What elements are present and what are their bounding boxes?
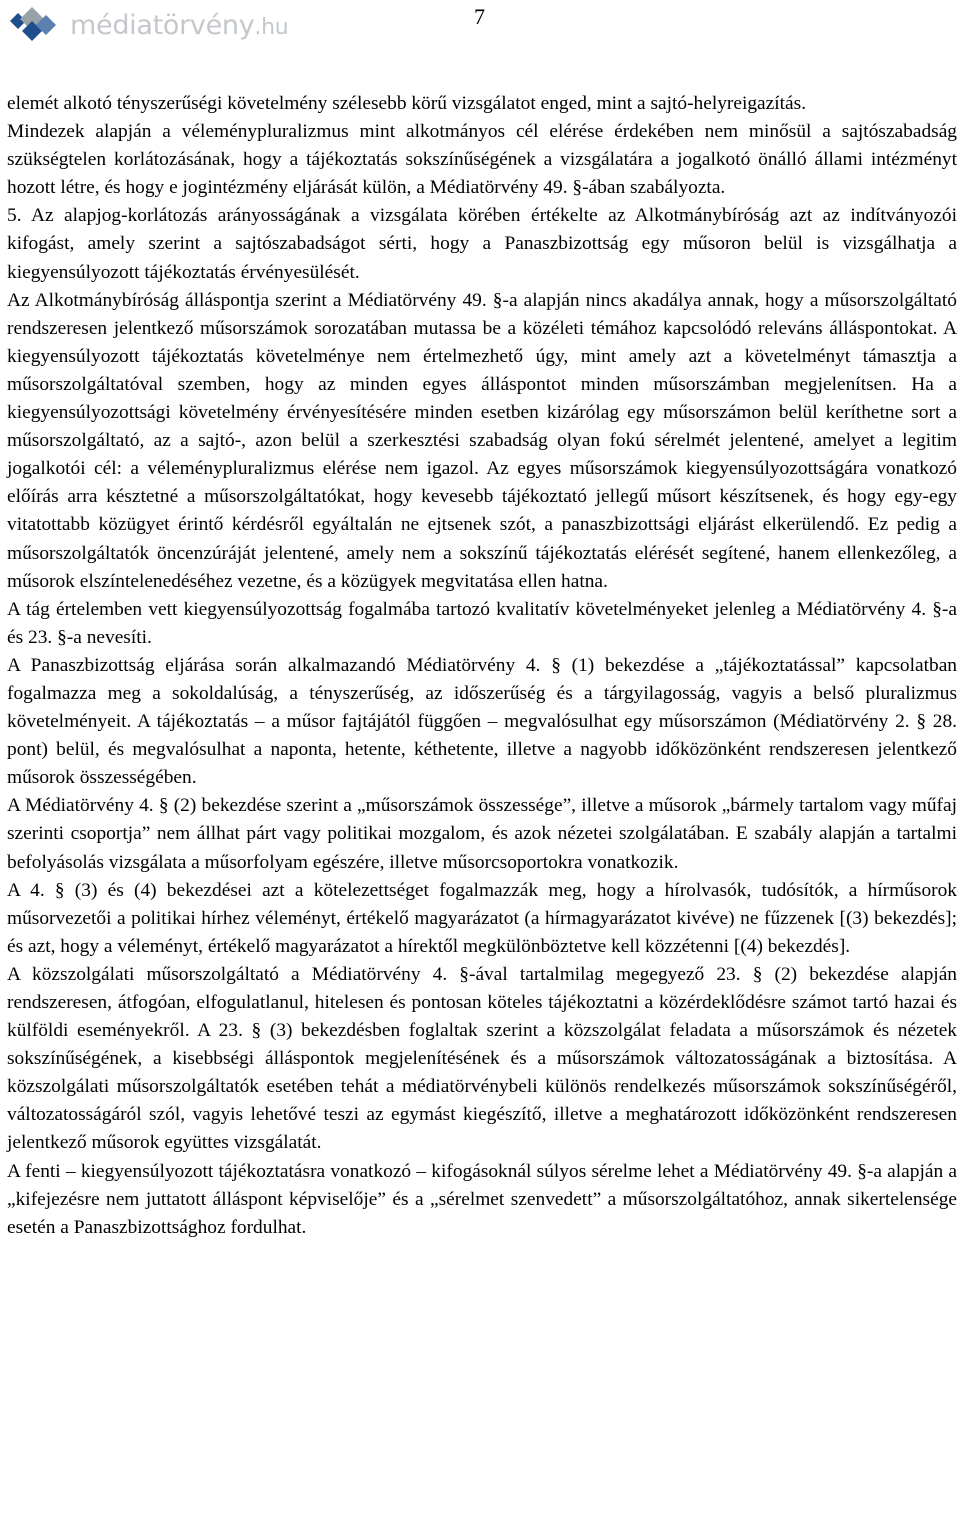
page-number: 7 (474, 4, 485, 29)
paragraph: A Médiatörvény 4. § (2) bekezdése szerint a „műsorszámok összessége”, illetve a műsorok „bármely tartalom vagy műfaj szerinti csoportja” nem állhat párt vagy politikai mozgalom, és azok nézetei szolgálatában. E szabály alapján a tartalmi befolyásolás vizsgálata a műsorfolyam egészére, illetve műsorcsoportokra vonatkozik. (7, 795, 957, 873)
logo-name: médiatörvény (70, 9, 255, 41)
mediatorveny-logo[interactable] (6, 4, 288, 46)
paragraph: A 4. § (3) és (4) bekezdései azt a kötelezettséget fogalmazzák meg, hogy a hírolvasók, tudósítók, a hírműsorok műsorvezetői a politikai hírhez véleményt, értékelő magyarázatot (a hírmagyarázatot kivéve) ne fűzzenek [(3) bekezdés]; és azt, hogy a véleményt, értékelő magyarázatot a hírektől megkülönböztetve kell közzétenni [(4) bekezdés]. (7, 879, 957, 957)
paragraph: Mindezek alapján a véleménypluralizmus mint alkotmányos cél elérése érdekében nem minősül a sajtószabadság szükségtelen korlátozásának, hogy a tájékoztatás sokszínűségének a vizsgálatára a jogalkotó önálló állami intézményt hozott létre, és hogy e jogintézmény eljárását külön, a Médiatörvény 49. §-ában szabályozta. (7, 121, 957, 199)
paragraph: Az Alkotmánybíróság álláspontja szerint a Médiatörvény 49. §-a alapján nincs akadálya annak, hogy a műsorszolgáltató rendszeresen jelentkező műsorszámok sorozatában mutassa be a közéleti témához kapcsolódó releváns álláspontokat. A kiegyensúlyozott tájékoztatás követelménye nem értelmezhető úgy, mint amely azt a követelményt támasztja a műsorszolgáltatóval szemben, hogy az minden egyes álláspontot minden műsorszámban megjelenítsen. Ha a kiegyensúlyozottsági követelmény érvényesítésére minden esetben kizárólag egy műsorszámon belül keríthetne sort a műsorszolgáltató, az a sajtó-, azon belül a szerkesztési szabadság olyan fokú sérelmét jelentené, amelyet a legitim jogalkotói cél: a véleménypluralizmus elérése nem igazol. Az egyes műsorszámok kiegyensúlyozottságára vonatkozó előírás arra késztetné a műsorszolgáltatókat, hogy kevesebb tájékoztató jellegű műsort készítsenek, és hogy egy-egy vitatottabb közügyet érintő kérdésről egyáltalán ne ejtsenek szót, a panaszbizottsági eljárást elkerülendő. Ez pedig a műsorszolgáltatók öncenzúráját jelentené, amely nem a sokszínű tájékoztatás elérését segítené, hanem ellenkezőleg, a műsorok elszíntelenedéséhez vezetne, és a közügyek megvitatása ellen hatna. (7, 289, 957, 592)
logo-text (70, 9, 289, 41)
paragraph: 5. Az alapjog-korlátozás arányosságának a vizsgálata körében értékelte az Alkotmánybíróság azt az indítványozói kifogást, amely szerint a sajtószabadságot sérti, hogy a Panaszbizottság egy műsoron belül is vizsgálhatja a kiegyensúlyozott tájékoztatás érvényesülését. (7, 205, 957, 283)
logo-tld: .hu (254, 14, 289, 40)
paragraph: A fenti – kiegyensúlyozott tájékoztatásra vonatkozó – kifogásoknál súlyos sérelme lehet a Médiatörvény 49. §-a alapján a „kifejezésre nem juttatott álláspont képviselője” és a „sérelmet szenvedett” a műsorszolgáltatóhoz, annak sikertelensége esetén a Panaszbizottsághoz fordulhat. (7, 1160, 957, 1238)
paragraph: A közszolgálati műsorszolgáltató a Médiatörvény 4. §-ával tartalmilag megegyező 23. § (2) bekezdése alapján rendszeresen, átfogóan, elfogulatlanul, hitelesen és pontosan köteles tájékoztatni a közérdeklődésre számot tartó hazai és külföldi eseményekről. A 23. § (3) bekezdésben foglaltak szerint a közszolgálat feladata a műsorszámok és nézetek sokszínűségének, a kisebbségi álláspontok megjelenítésének és a műsorszámok változatosságának a biztosítása. A közszolgálati műsorszolgáltatók esetében tehát a médiatörvénybeli különös rendelkezés műsorszámok sokszínűségéről, változatosságáról szól, vagyis lehetővé teszi az egymást kiegészítő, illetve a meghatározott időközönként rendszeresen jelentkező műsorok együttes vizsgálatát. (7, 963, 957, 1154)
diamond-logo-icon (6, 5, 64, 45)
page-header (0, 0, 960, 60)
document-body (7, 90, 957, 1242)
paragraph: elemét alkotó tényszerűségi követelmény szélesebb körű vizsgálatot enged, mint a sajtó-helyreigazítás. (7, 93, 807, 114)
paragraph: A Panaszbizottság eljárása során alkalmazandó Médiatörvény 4. § (1) bekezdése a „tájékoztatással” kapcsolatban fogalmazza meg a sokoldalúság, a tényszerűség, az időszerűség és a tárgyilagosság, vagyis a belső pluralizmus követelményeit. A tájékoztatás – a műsor fajtájától függően – megvalósulhat egy műsorszámon (Médiatörvény 2. § 28. pont) belül, és megvalósulhat a naponta, hetente, kéthetente, illetve a nagyobb időközönként rendszeresen jelentkező műsorok összességében. (7, 654, 957, 789)
paragraph: A tág értelemben vett kiegyensúlyozottság fogalmába tartozó kvalitatív követelményeket jelenleg a Médiatörvény 4. §-a és 23. §-a nevesíti. (7, 598, 957, 648)
